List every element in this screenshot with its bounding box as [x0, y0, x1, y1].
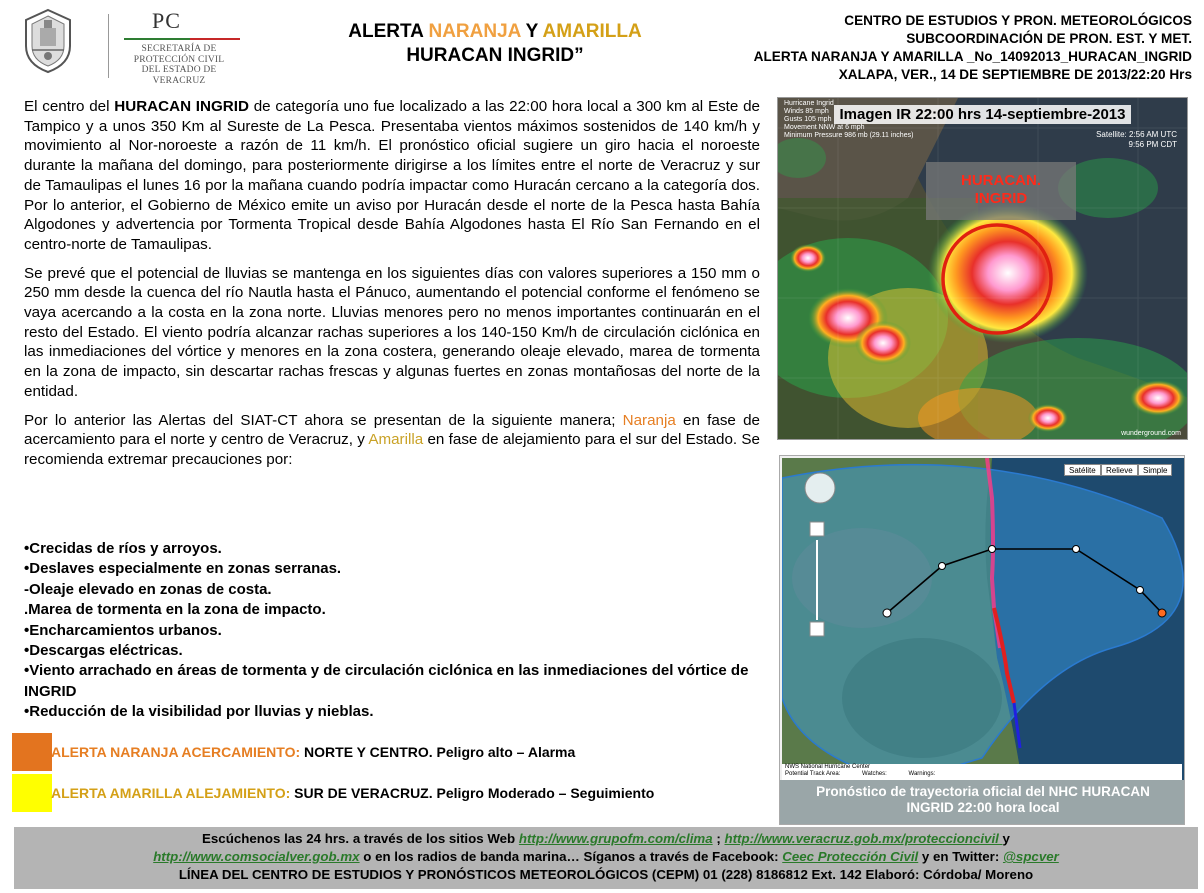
list-item: •Viento arrachado en áreas de tormenta y de circulación ciclónica en las inmediaciones del vórtice de INGRID: [24, 662, 749, 700]
paragraph-alerts: Por lo anterior las Alertas del SIAT-CT ahora se presentan de la siguiente manera; Naranja en fase de acercamiento para el norte y centro de Veracruz, y Amarilla en fase de alejamiento para el sur del Estado. Se recomienda extremar precauciones por:: [24, 411, 760, 468]
ir-credit: wunderground.com: [1121, 430, 1181, 437]
legend-watches: Watches:: [862, 771, 887, 777]
map-legend: [782, 764, 1182, 780]
hurricane-name: HURACAN INGRID: [114, 98, 249, 115]
title-hurricane: HURACAN INGRID”: [406, 45, 584, 66]
forecast-map-panel: [779, 455, 1185, 825]
title-alerta: ALERTA: [348, 21, 424, 42]
map-satellite-button[interactable]: Satélite: [1064, 464, 1101, 476]
link-comsocialver[interactable]: http://www.comsocialver.gob.mx: [153, 849, 360, 864]
alert-orange-row: [12, 733, 575, 771]
paragraph-location: El centro del HURACAN INGRID de categoría uno fue localizado a las 22:00 hora local a 300 km al Este de Tampico y a unos 350 Km al Sureste de La Pesca. Presentaba vientos máximos sostenidos de 140 km/h y movimiento al Nor-noroeste a razón de 11 km/h. El pronóstico oficial sugiere un giro hacia el noroeste durante la mañana del domingo, para posteriormente dirigirse a los límites entre el norte de Veracruz y sur de Tamaulipas el lunes 16 por la mañana cuando podría impactar como Huracán cercano a la categoría dos. Por lo anterior, el Gobierno de México emite un aviso por Huracán desde el norte de la Pesca hasta Bahía Algodones y advertencia por Tormenta Tropical desde Bahía Algodones hasta El Río San Fernando en el centro-norte de Tamaulipas.: [24, 98, 760, 253]
footer: [14, 827, 1198, 889]
alert-yellow-row: [12, 774, 654, 812]
alert-yellow-label: ALERTA AMARILLA ALEJAMIENTO:: [51, 785, 291, 801]
alert-naranja-word: Naranja: [622, 411, 676, 429]
ir-storm-label: HURACAN. INGRID: [926, 162, 1076, 220]
header-subcoordination: SUBCOORDINACIÓN DE PRON. EST. Y MET.: [906, 31, 1192, 46]
header-date: XALAPA, VER., 14 DE SEPTIEMBRE DE 2013/22:20 Hrs: [838, 67, 1192, 82]
ir-satellite-image: [777, 97, 1188, 440]
link-facebook[interactable]: Ceec Protección Civil: [782, 849, 919, 864]
list-item: -Oleaje elevado en zonas de costa.: [24, 580, 272, 598]
footer-line-3: LÍNEA DEL CENTRO DE ESTUDIOS Y PRONÓSTICOS METEOROLÓGICOS (CEPM) 01 (228) 8186812 Ext. 142 Elaboró: Córdoba/ Moreno: [178, 867, 1034, 882]
veracruz-seal-icon: [18, 6, 78, 74]
legend-warnings: Warnings:: [908, 771, 936, 777]
list-item: •Encharcamientos urbanos.: [24, 621, 222, 639]
title-y: Y: [525, 21, 538, 42]
legend-potential: Potential Track Area:: [785, 771, 841, 777]
map-caption: Pronóstico de trayectoria oficial del NHC HURACAN INGRID 22:00 hora local: [780, 780, 1185, 825]
title-naranja: NARANJA: [428, 21, 521, 42]
map-simple-button[interactable]: Simple: [1138, 464, 1172, 476]
list-item: .Marea de tormenta en la zona de impacto.: [24, 601, 326, 619]
title-amarilla: AMARILLA: [542, 21, 642, 42]
logo-green-bar: [124, 38, 190, 40]
logo-red-bar: [190, 38, 240, 40]
link-grupofm[interactable]: http://www.grupofm.com/clima: [518, 831, 713, 846]
alert-orange-text: NORTE Y CENTRO. Peligro alto – Alarma: [300, 744, 576, 760]
map-picture: [782, 458, 1184, 782]
forecast-map: [782, 458, 1184, 782]
list-item: •Crecidas de ríos y arroyos.: [24, 540, 222, 557]
header-info: [754, 12, 1192, 84]
header-center-name: CENTRO DE ESTUDIOS Y PRON. METEOROLÓGICOS: [844, 13, 1192, 28]
page-title: [330, 20, 660, 68]
header-alert-id: ALERTA NARANJA Y AMARILLA _No_14092013_HURACAN_INGRID: [753, 49, 1192, 64]
list-item: •Descargas eléctricas.: [24, 642, 183, 660]
map-relieve-button[interactable]: Relieve: [1101, 464, 1138, 476]
logo-pc: PC: [152, 8, 181, 33]
alert-orange-label: ALERTA NARANJA ACERCAMIENTO:: [51, 744, 301, 760]
logo: [14, 4, 244, 88]
legend-credit: NWS National Hurricane Center: [785, 764, 871, 770]
link-proteccioncivil[interactable]: http://www.veracruz.gob.mx/proteccioncivil: [724, 831, 1003, 846]
list-item: •Deslaves especialmente en zonas serranas.: [24, 560, 342, 578]
alert-amarilla-word: Amarilla: [368, 431, 424, 449]
yellow-swatch: [12, 774, 52, 812]
paragraph-rain-forecast: Se prevé que el potencial de lluvias se mantenga en los siguientes días con valores superiores a 150 mm o 250 mm desde la cuenca del río Nautla hasta el Pánuco, aumentando el potencial conforme el fenómeno se vaya acercando a la costa en la zona norte. Lluvias menores pero no menos importantes continuarán en el resto del Estado. El viento podría alcanzar rachas superiores a los 140-150 Km/h de circulación ciclónica en las inmediaciones del vórtice y menores en la zona costera, generando oleaje elevado, marea de tormenta en la zona de impacto, sin descartar rachas frescas y algunas fuertes en zonas montañosas del norte de la entidad.: [24, 264, 760, 400]
list-item: •Reducción de la visibilidad por lluvias y nieblas.: [24, 703, 374, 721]
ir-storm-info: Hurricane Ingrid Winds 85 mph Gusts 105 mph Movement NNW at 6 mph Minimum Pressure 986 mb (29.11 inches): [784, 100, 914, 139]
logo-divider: [108, 14, 109, 78]
alert-yellow-text: SUR DE VERACRUZ. Peligro Moderado – Seguimiento: [290, 785, 655, 801]
footer-line-2: http://www.comsocialver.gob.mx o en los radios de banda marina… Síganos a través de Facebook: Ceec Protección Civil y en Twitter: @spcver: [153, 849, 1059, 864]
precautions-list: [24, 539, 764, 723]
orange-swatch: [12, 733, 52, 771]
link-twitter[interactable]: @spcver: [1002, 849, 1059, 864]
ir-timestamp: Satellite: 2:56 AM UTC 9:56 PM CDT: [1096, 130, 1177, 149]
ir-caption: Imagen IR 22:00 hrs 14-septiembre-2013: [778, 106, 1187, 123]
footer-line-1: Escúchenos las 24 hrs. a través de los sitios Web http://www.grupofm.com/clima ; http://www.veracruz.gob.mx/proteccioncivil y: [202, 831, 1010, 846]
logo-org-name: SECRETARÍA DE PROTECCIÓN CIVIL DEL ESTADO DE VERACRUZ: [133, 44, 225, 86]
bulletin-body: [24, 97, 760, 479]
